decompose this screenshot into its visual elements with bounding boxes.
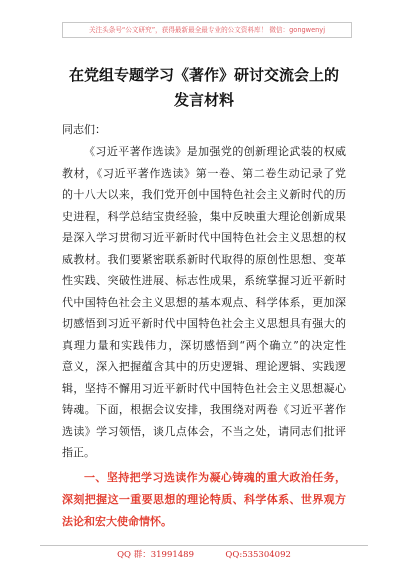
body-line: 指正。 bbox=[62, 446, 95, 459]
footer-qq-group: QQ 群：31991489 bbox=[117, 550, 194, 560]
section-heading-line: 深刻把握这一重要思想的理论特质、科学体系、世界观方 bbox=[62, 493, 346, 506]
page-footer bbox=[0, 548, 408, 562]
footer-qq: QQ:535304092 bbox=[225, 550, 291, 560]
section-heading-line: 法论和宏大使命情怀。 bbox=[62, 515, 172, 528]
section-heading-line: 一、坚持把学习选读作为凝心铸魂的重大政治任务， bbox=[84, 471, 346, 484]
body-line: 切感悟到习近平新时代中国特色社会主义思想具有强大的 bbox=[62, 317, 346, 330]
header-banner bbox=[62, 22, 352, 38]
body-line: 的十八大以来，我们党开创中国特色社会主义新时代的历 bbox=[62, 188, 346, 201]
salutation: 同志们： bbox=[62, 123, 106, 136]
body-line: 意义，深入把握蕴含其中的历史逻辑、理论逻辑、实践逻 bbox=[62, 360, 346, 373]
header-banner-text: 关注头条号“公文研究”，获得最新最全最专业的公文资料库！ 微信：gongwenyj bbox=[88, 26, 326, 34]
body-line: 选读》学习领悟，谈几点体会，不当之处，请同志们批评 bbox=[62, 424, 346, 438]
body-paragraph bbox=[62, 141, 346, 464]
body-line: 是深入学习贯彻习近平新时代中国特色社会主义思想的权 bbox=[62, 231, 346, 244]
footer-divider bbox=[40, 545, 368, 546]
body-line: 史进程，科学总结宝贵经验，集中反映重大理论创新成果 bbox=[62, 209, 346, 223]
section-heading bbox=[62, 467, 346, 533]
body-line: 《习近平著作选读》是加强党的创新理论武装的权威 bbox=[84, 145, 346, 158]
body-line: 代中国特色社会主义思想的基本观点、科学体系，更加深 bbox=[62, 295, 346, 309]
title-line: 在党组专题学习《著作》研讨交流会上的 bbox=[68, 66, 339, 84]
body-line: 教材，《习近平著作选读》第一卷、第二卷生动记录了党 bbox=[62, 166, 346, 180]
title-line: 发言材料 bbox=[173, 91, 234, 109]
document-title bbox=[0, 63, 408, 113]
body-line: 性实践、突破性进展、标志性成果，系统掌握习近平新时 bbox=[62, 274, 346, 287]
body-line: 铸魂。下面，根据会议安排，我围绕对两卷《习近平著作 bbox=[62, 403, 346, 416]
body-line: 辑，坚持不懈用习近平新时代中国特色社会主义思想凝心 bbox=[62, 381, 346, 395]
body-line: 威教材。我们要紧密联系新时代取得的原创性思想、变革 bbox=[62, 252, 346, 266]
body-line: 真理力量和实践伟力，深切感悟到“两个确立”的决定性 bbox=[62, 338, 346, 352]
